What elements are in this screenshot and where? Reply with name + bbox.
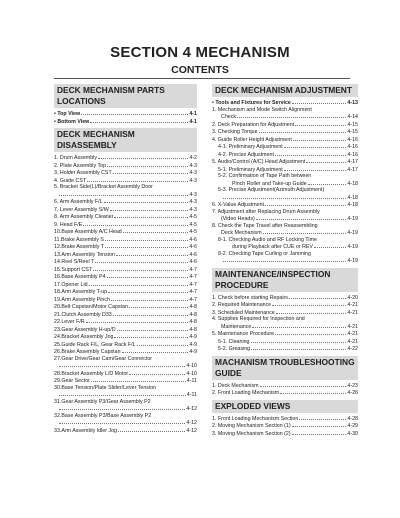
toc-entry — [54, 162, 197, 170]
toc-entry — [212, 99, 358, 107]
toc-entry-label: 16.Base Assembly P4 — [54, 274, 106, 280]
toc-page-number: 4-28 — [347, 415, 358, 422]
toc-entry — [212, 243, 358, 251]
dot-leader — [81, 110, 188, 115]
toc-entry-label: 10.Base Assembly A/C Head — [54, 229, 122, 235]
toc-section — [54, 84, 197, 125]
toc-page-number: 4-1 — [189, 111, 197, 117]
toc-entry-label: 6. Arm Assembly F/L — [54, 199, 103, 205]
toc-entry — [54, 370, 197, 378]
toc-page-number: 4-19 — [347, 244, 358, 250]
toc-entry — [54, 281, 197, 289]
toc-page-number: 4-18 — [347, 180, 358, 187]
dot-leader — [251, 338, 347, 343]
toc-entry — [54, 198, 197, 206]
toc-entry-label: • Tools and Fixtures for Service — [212, 100, 291, 106]
toc-section-heading: MAINTENANCE/INSPECTION PROCEDURE — [212, 268, 358, 292]
dot-leader — [260, 382, 347, 387]
toc-entry-label: • Top View — [54, 111, 81, 117]
dot-leader — [86, 318, 189, 323]
dot-leader — [110, 206, 189, 211]
toc-page-number: 4-13 — [347, 100, 358, 106]
toc-entry-label: 25.Guide Rack F/L, Gear Rack F/L — [54, 341, 136, 348]
toc-page-number: 4-21 — [347, 331, 358, 337]
dot-leader — [91, 377, 186, 382]
dot-leader — [263, 229, 347, 234]
toc-entry-label: 24.Bracket Assembly Jog — [54, 334, 114, 340]
section-title: SECTION 4 MECHANISM — [110, 44, 290, 61]
dot-leader — [275, 330, 346, 335]
toc-entry — [54, 273, 197, 281]
toc-entry-label: 29.Gear Sector — [54, 378, 90, 384]
toc-entry — [212, 143, 358, 151]
toc-entry-label: 22.Lever F/R — [54, 319, 85, 325]
toc-entry-label: 17.Opener Lid — [54, 281, 88, 288]
dot-leader — [265, 201, 346, 206]
toc-entry-list — [212, 382, 358, 397]
toc-page-number: 4-3 — [189, 177, 197, 184]
toc-page-number: 4-10 — [186, 370, 197, 377]
dot-leader — [284, 166, 347, 171]
toc-entry-label: 8. Check the Tape Travel after Reassembling — [212, 222, 318, 229]
toc-page-number: 4-18 — [347, 194, 358, 201]
toc-page-number: 4-7 — [189, 274, 197, 280]
dot-leader — [89, 281, 189, 286]
toc-entry — [212, 121, 358, 129]
toc-entry-label: 30.Base Tension/Plate Slider/Lever Tension — [54, 384, 156, 391]
toc-page-number: 4-8 — [189, 304, 197, 310]
toc-entry-label: 7. Lever Assembly S/W — [54, 206, 109, 213]
dot-leader — [113, 169, 189, 174]
toc-page-number: 4-15 — [347, 129, 358, 135]
toc-page-number: 4-20 — [347, 294, 358, 301]
dot-leader — [292, 422, 347, 427]
toc-section-heading: EXPLODED VIEWS — [212, 400, 358, 413]
toc-entry-label: 5. Audio/Control (A/C) Head Adjustment — [212, 159, 306, 165]
dot-leader — [292, 99, 347, 104]
toc-page-number: 4-5 — [189, 229, 197, 235]
toc-entry-label: 5-2. Confirmation of Tape Path between — [218, 173, 312, 179]
dot-leader — [259, 128, 347, 133]
dot-leader — [105, 243, 188, 248]
toc-entry-label: 2. Moving Mechanism Section (1) — [212, 423, 291, 429]
dot-leader — [299, 415, 346, 420]
dot-leader — [252, 323, 346, 328]
toc-entry-label: 1. Drum Assembly — [54, 155, 97, 161]
toc-entry — [212, 323, 358, 331]
toc-page-number: 4-8 — [189, 311, 197, 318]
dot-leader — [289, 294, 346, 299]
toc-entry — [54, 419, 197, 427]
toc-entry — [54, 213, 197, 221]
toc-entry-label: Deck Mechanism — [221, 230, 262, 236]
toc-entry-label: 27.Gear Drive/Gear Cam/Gear Connector — [54, 355, 153, 362]
toc-page-number: 4-1 — [189, 118, 197, 125]
toc-entry-label: Check — [221, 114, 237, 120]
toc-entry-label: 5. Bracket Side(L)/Bracket Assembly Door — [54, 184, 153, 190]
toc-entry-label: 28.Bracket Assembly L/D Motor — [54, 370, 129, 377]
toc-entry-label: 4. Guide CST — [54, 177, 87, 184]
toc-entry — [212, 309, 358, 317]
toc-page-number: 4-3 — [189, 191, 197, 198]
toc-entry — [54, 303, 197, 311]
toc-entry-label: 33.Arm Assembly Idler Jog — [54, 427, 117, 434]
toc-entry-label: 11.Brake Assembly S — [54, 236, 104, 243]
toc-page-number: 4-17 — [347, 159, 358, 165]
toc-entry-label: 32.Base Assembly P3/Base Assembly P2 — [54, 412, 152, 419]
toc-entry-label: 23.Gear Assembly H-up/D — [54, 326, 116, 333]
toc-page-number: 4-18 — [347, 202, 358, 208]
toc-entry — [212, 158, 358, 166]
dot-leader — [306, 158, 346, 163]
toc-page-number: 4-21 — [347, 302, 358, 308]
dot-leader — [93, 266, 188, 271]
toc-page-number: 4-11 — [186, 378, 197, 384]
toc-entry — [54, 377, 197, 385]
dot-leader — [251, 345, 346, 350]
toc-page-number: 4-6 — [189, 259, 197, 265]
dot-leader — [129, 303, 188, 308]
dot-leader — [295, 121, 346, 126]
toc-entry-label: 15.Support CST — [54, 266, 92, 273]
toc-page-number: 4-7 — [189, 266, 197, 273]
toc-entry — [54, 288, 197, 296]
toc-entry — [212, 294, 358, 302]
toc-page-number: 4-9 — [189, 349, 197, 355]
dot-leader — [137, 341, 189, 346]
toc-page-number: 4-16 — [347, 151, 358, 158]
toc-section — [212, 356, 358, 397]
dot-leader — [98, 154, 188, 159]
title-divider — [54, 78, 350, 79]
toc-page-number: 4-23 — [347, 382, 358, 389]
toc-entry — [212, 330, 358, 338]
toc-page-number: 4-22 — [347, 346, 358, 352]
dot-leader — [59, 405, 185, 410]
toc-entry — [212, 382, 358, 390]
contents-heading: CONTENTS — [171, 64, 229, 76]
toc-entry-label: 1. Check before starting Repairs — [212, 294, 288, 301]
toc-entry-label: 5-3. Precise Adjustment(Azimuth Adjustment) — [218, 187, 325, 193]
toc-page-number: 4-3 — [189, 199, 197, 205]
toc-entry — [212, 201, 358, 209]
toc-entry-label: 3. Checking Torque — [212, 129, 258, 135]
toc-entry-label: 26.Brake Assembly Capstan — [54, 349, 121, 355]
dot-leader — [223, 194, 346, 199]
dot-leader — [59, 419, 185, 424]
toc-entry — [212, 415, 358, 423]
toc-page-number: 4-12 — [186, 427, 197, 434]
toc-page-number: 4-11 — [186, 392, 197, 398]
toc-entry — [54, 427, 197, 435]
toc-entry — [54, 177, 197, 185]
dot-leader — [105, 236, 188, 241]
dot-leader — [308, 180, 347, 185]
toc-entry — [212, 430, 358, 438]
toc-page-number: 4-3 — [189, 206, 197, 213]
toc-section — [212, 268, 358, 353]
toc-entry-label: 20.Belt Capstan/Motor Capstan — [54, 304, 128, 310]
toc-entry — [54, 341, 197, 349]
toc-entry-label: 5. Maintenance Procedure — [212, 331, 275, 337]
toc-entry — [212, 338, 358, 346]
dot-leader — [314, 243, 346, 248]
toc-page-number: 4-9 — [189, 341, 197, 348]
toc-page-number: 4-21 — [347, 309, 358, 316]
dot-leader — [107, 162, 188, 167]
toc-page-number: 4-7 — [189, 289, 197, 295]
toc-entry-label: 12.Brake Assembly T — [54, 244, 104, 250]
dot-leader — [272, 301, 346, 306]
toc-entry — [54, 191, 197, 199]
left-column — [54, 84, 197, 434]
toc-entry-label: 4-1. Preliminary Adjustment — [218, 144, 283, 150]
toc-entry — [54, 296, 197, 304]
toc-page-number: 4-19 — [347, 230, 358, 236]
toc-entry-label: 8-1. Checking Audio and RF Locking Time — [218, 236, 317, 243]
toc-entry-label: 9. Head F/E — [54, 221, 83, 228]
toc-page-number: 4-21 — [347, 338, 358, 345]
toc-page-number: 4-3 — [189, 170, 197, 176]
dot-leader — [111, 296, 188, 301]
dot-leader — [90, 118, 188, 123]
toc-entry — [54, 206, 197, 214]
toc-entry-label: Pinch Roller and Take-up Guide — [232, 180, 307, 187]
toc-page-number: 4-6 — [189, 236, 197, 243]
toc-entry-label: 4. Supplies Required for Inspection and — [212, 316, 305, 322]
toc-page-number: 4-6 — [189, 251, 197, 258]
toc-entry — [54, 362, 197, 370]
toc-entry — [54, 228, 197, 236]
toc-entry-label: 6. X-Value Adjustment — [212, 202, 265, 208]
toc-page-number: 4-3 — [189, 162, 197, 169]
toc-entry-label: • Bottom View — [54, 118, 90, 125]
dot-leader — [87, 177, 188, 182]
toc-page-number: 4-7 — [189, 281, 197, 288]
dot-leader — [59, 362, 185, 367]
dot-leader — [117, 326, 189, 331]
toc-entry-label: 3. Moving Mechanism Section (2) — [212, 430, 291, 437]
dot-leader — [114, 213, 188, 218]
dot-leader — [123, 228, 189, 233]
dot-leader — [118, 427, 185, 432]
dot-leader — [293, 136, 347, 141]
toc-entry — [54, 405, 197, 413]
dot-leader — [108, 288, 188, 293]
toc-entry-label: 19.Arm Assembly Pinch — [54, 296, 110, 303]
toc-entry-label: 14.Reel S/Reel T — [54, 259, 95, 265]
toc-entry-label: during Playback after CUE or REV — [232, 244, 313, 250]
dot-leader — [223, 257, 346, 262]
toc-page-number: 4-17 — [347, 166, 358, 173]
toc-entry — [54, 236, 197, 244]
dot-leader — [83, 221, 188, 226]
toc-section — [212, 84, 358, 265]
dot-leader — [59, 191, 188, 196]
toc-section — [212, 400, 358, 438]
toc-entry — [54, 318, 197, 326]
toc-entry-label: 1. Mechanism and Mode Switch Alignment — [212, 106, 312, 113]
toc-entry — [212, 345, 358, 353]
toc-page-number: 4-10 — [186, 363, 197, 369]
toc-page-number: 4-7 — [189, 296, 197, 303]
toc-entry — [212, 301, 358, 309]
toc-entry-label: 2. Plate Assembly Top — [54, 162, 107, 169]
toc-entry-label: 18.Arm Assembly T-up — [54, 289, 108, 295]
toc-page-number: 4-8 — [189, 319, 197, 325]
toc-entry — [212, 422, 358, 430]
dot-leader — [284, 143, 347, 148]
toc-entry — [54, 118, 197, 126]
toc-entry — [212, 180, 358, 188]
toc-entry-label: Maintenance — [221, 323, 252, 330]
toc-entry — [54, 251, 197, 259]
toc-entry — [54, 266, 197, 274]
dot-leader — [256, 215, 347, 220]
toc-entry-label: 2. Required Maintenance — [212, 302, 272, 308]
toc-entry-label: 4. Guide Roller Height Adjustment — [212, 136, 292, 143]
toc-page-number: 4-26 — [347, 390, 358, 396]
toc-page-number: 4-21 — [347, 323, 358, 330]
toc-entry — [54, 348, 197, 356]
toc-entry — [212, 151, 358, 159]
toc-entry-list — [212, 294, 358, 353]
toc-entry-list — [54, 154, 197, 434]
dot-leader — [129, 370, 185, 375]
toc-section-heading: DECK MECHANISM PARTS LOCATIONS — [54, 84, 197, 108]
toc-section-heading: DECK MECHANISM DISASSEMBLY — [54, 128, 197, 152]
toc-page-number: 4-5 — [189, 214, 197, 220]
toc-entry — [212, 194, 358, 202]
toc-section-heading: MACHANISM TROUBLESHOOTING GUIDE — [212, 356, 358, 380]
dot-leader — [113, 311, 189, 316]
toc-page-number: 4-2 — [189, 155, 197, 161]
toc-page-number: 4-8 — [189, 326, 197, 333]
toc-section — [54, 128, 197, 434]
toc-page-number: 4-6 — [189, 244, 197, 250]
toc-entry — [212, 257, 358, 265]
toc-entry — [54, 169, 197, 177]
toc-entry-label: 5-1. Cleaning — [218, 338, 250, 345]
toc-entry — [54, 311, 197, 319]
toc-entry-label: 21.Clutch Assembly D33 — [54, 311, 112, 318]
toc-entry — [212, 215, 358, 223]
toc-entry-label: 5-1. Preliminary Adjustment — [218, 166, 283, 173]
toc-page-number: 4-29 — [347, 423, 358, 429]
toc-page-number: 4-5 — [189, 221, 197, 228]
toc-entry-label: 2. Deck Preparation for Adjustment — [212, 121, 295, 128]
toc-section-heading: DECK MECHANISM ADJUSTMENT — [212, 84, 358, 97]
toc-entry-label: 3. Scheduled Maintenance — [212, 309, 275, 316]
dot-leader — [292, 430, 347, 435]
dot-leader — [59, 391, 186, 396]
toc-page-number: 4-16 — [347, 136, 358, 143]
dot-leader — [122, 348, 189, 353]
dot-leader — [95, 258, 188, 263]
toc-entry — [54, 154, 197, 162]
toc-entry-label: 7. Adjustment after Replacing Drum Assembly — [212, 208, 320, 215]
toc-page-number: 4-19 — [347, 258, 358, 264]
dot-leader — [237, 113, 346, 118]
toc-entry-label: 1. Front Loading Mechanism Section — [212, 415, 299, 422]
toc-entry — [54, 243, 197, 251]
toc-page-number: 4-9 — [189, 334, 197, 340]
toc-page-number: 4-15 — [347, 121, 358, 128]
dot-leader — [275, 151, 346, 156]
toc-page-number: 4-14 — [347, 114, 358, 120]
toc-page-number: 4-12 — [186, 420, 197, 426]
toc-entry-label: 1. Deck Mechanism — [212, 382, 259, 389]
dot-leader — [280, 389, 346, 394]
dot-leader — [276, 309, 347, 314]
toc-entry-list — [212, 99, 358, 265]
toc-entry — [212, 136, 358, 144]
right-column — [212, 84, 358, 437]
toc-entry — [212, 229, 358, 237]
toc-entry — [212, 166, 358, 174]
dot-leader — [107, 273, 189, 278]
toc-entry — [54, 326, 197, 334]
toc-entry — [212, 128, 358, 136]
toc-entry — [54, 258, 197, 266]
toc-entry — [54, 221, 197, 229]
dot-leader — [104, 198, 189, 203]
dot-leader — [116, 251, 188, 256]
toc-page-number: 4-19 — [347, 216, 358, 222]
toc-entry-label: 3. Holder Assembly CST — [54, 170, 112, 176]
toc-entry — [212, 389, 358, 397]
toc-entry-label: 2. Front Loading Mechanism — [212, 390, 280, 396]
toc-entry-list — [54, 110, 197, 125]
toc-entry — [54, 333, 197, 341]
toc-entry-label: 8. Arm Assembly Cleaner — [54, 214, 114, 220]
toc-page-number: 4-16 — [347, 144, 358, 150]
toc-entry — [54, 110, 197, 118]
toc-page-number: 4-12 — [186, 406, 197, 412]
toc-entry-label: 13.Arm Assembly Tension — [54, 251, 115, 258]
toc-entry — [54, 391, 197, 399]
toc-entry-label: 31.Gear Assembly P3/Gear Assembly P2 — [54, 398, 151, 405]
toc-page-number: 4-30 — [347, 430, 358, 437]
toc-entry-list — [212, 415, 358, 438]
dot-leader — [114, 333, 188, 338]
toc-entry-label: (Video Heads) — [221, 216, 255, 222]
toc-entry-label: 4-2. Precise Adjustment — [218, 151, 274, 158]
toc-entry-label: 8-2. Checking Tape Curling or Jamming — [218, 250, 311, 257]
toc-entry-label: 5-2. Greasing — [218, 346, 251, 352]
toc-entry — [212, 113, 358, 121]
